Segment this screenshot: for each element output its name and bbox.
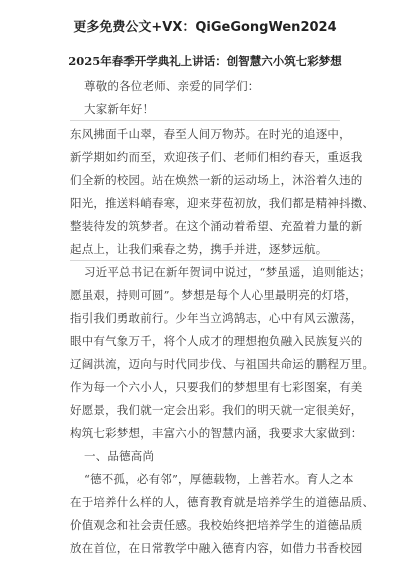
paragraph-line: 起点上，让我们乘春之势，携手并进，逐梦远航。	[70, 242, 328, 256]
salutation: 尊敬的各位老师、亲爱的同学们：	[84, 79, 260, 93]
divider	[70, 120, 340, 121]
paragraph-line: 放在首位，在日常教学中融入德育内容，如借力书香校园	[70, 541, 363, 555]
paragraph-line: 指引我们勇敢前行。少年当立鸿鹄志，心中有风云激荡，	[70, 311, 363, 325]
paragraph-line: 东风拂面千山翠，春至人间万物苏。在时光的追逐中，	[70, 127, 351, 141]
paragraph-line: 愿虽艰，持则可圆”。梦想是每个人心里最明亮的灯塔，	[70, 288, 357, 302]
paragraph-line: 眼中有气象万千，将个人成才的理想抱负融入民族复兴的	[70, 334, 363, 348]
page-header: 更多免费公文+VX：QiGeGongWen2024	[73, 20, 337, 35]
paragraph-line: 作为每一个六小人，只要我们的梦想里有七彩图案，有美	[70, 380, 363, 394]
paragraph-line: 好愿景，我们就一定会出彩。我们的明天就一定很美好，	[70, 403, 363, 417]
paragraph-line: 阳光，推送料峭春寒，迎来芽苞初放，我们都是精神抖擞、	[70, 196, 375, 210]
paragraph-line: 们全新的校园。站在焕然一新的运动场上，沐浴着久违的	[70, 173, 363, 187]
paragraph-line: 价值观念和社会责任感。我校始终把培养学生的道德品质	[70, 518, 363, 532]
divider	[70, 260, 340, 261]
paragraph-line: 整装待发的筑梦者。在这个涌动着希望、充盈着力量的新	[70, 219, 363, 233]
greeting: 大家新年好！	[84, 102, 155, 116]
paragraph-line: 辽阔洪流，迈向与时代同步伐、与祖国共命运的鹏程万里。	[70, 357, 375, 371]
paragraph-line: 习近平总书记在新年贺词中说过，“梦虽遥，追则能达；	[84, 265, 371, 279]
paragraph-line: 在于培养什么样的人，德育教育就是培养学生的道德品质、	[70, 495, 375, 509]
paragraph-line: 构筑七彩梦想，丰富六小的智慧内涵，我要求大家做到：	[70, 426, 363, 440]
paragraph-line: “德不孤，必有邻”，厚德载物，上善若水。育人之本	[84, 472, 354, 486]
section-heading: 一、品德高尚	[84, 449, 155, 463]
paragraph-line: 新学期如约而至，欢迎孩子们、老师们相约春天，重返我	[70, 150, 363, 164]
speech-title: 2025年春季开学典礼上讲话：创智慧六小筑七彩梦想	[68, 54, 342, 68]
